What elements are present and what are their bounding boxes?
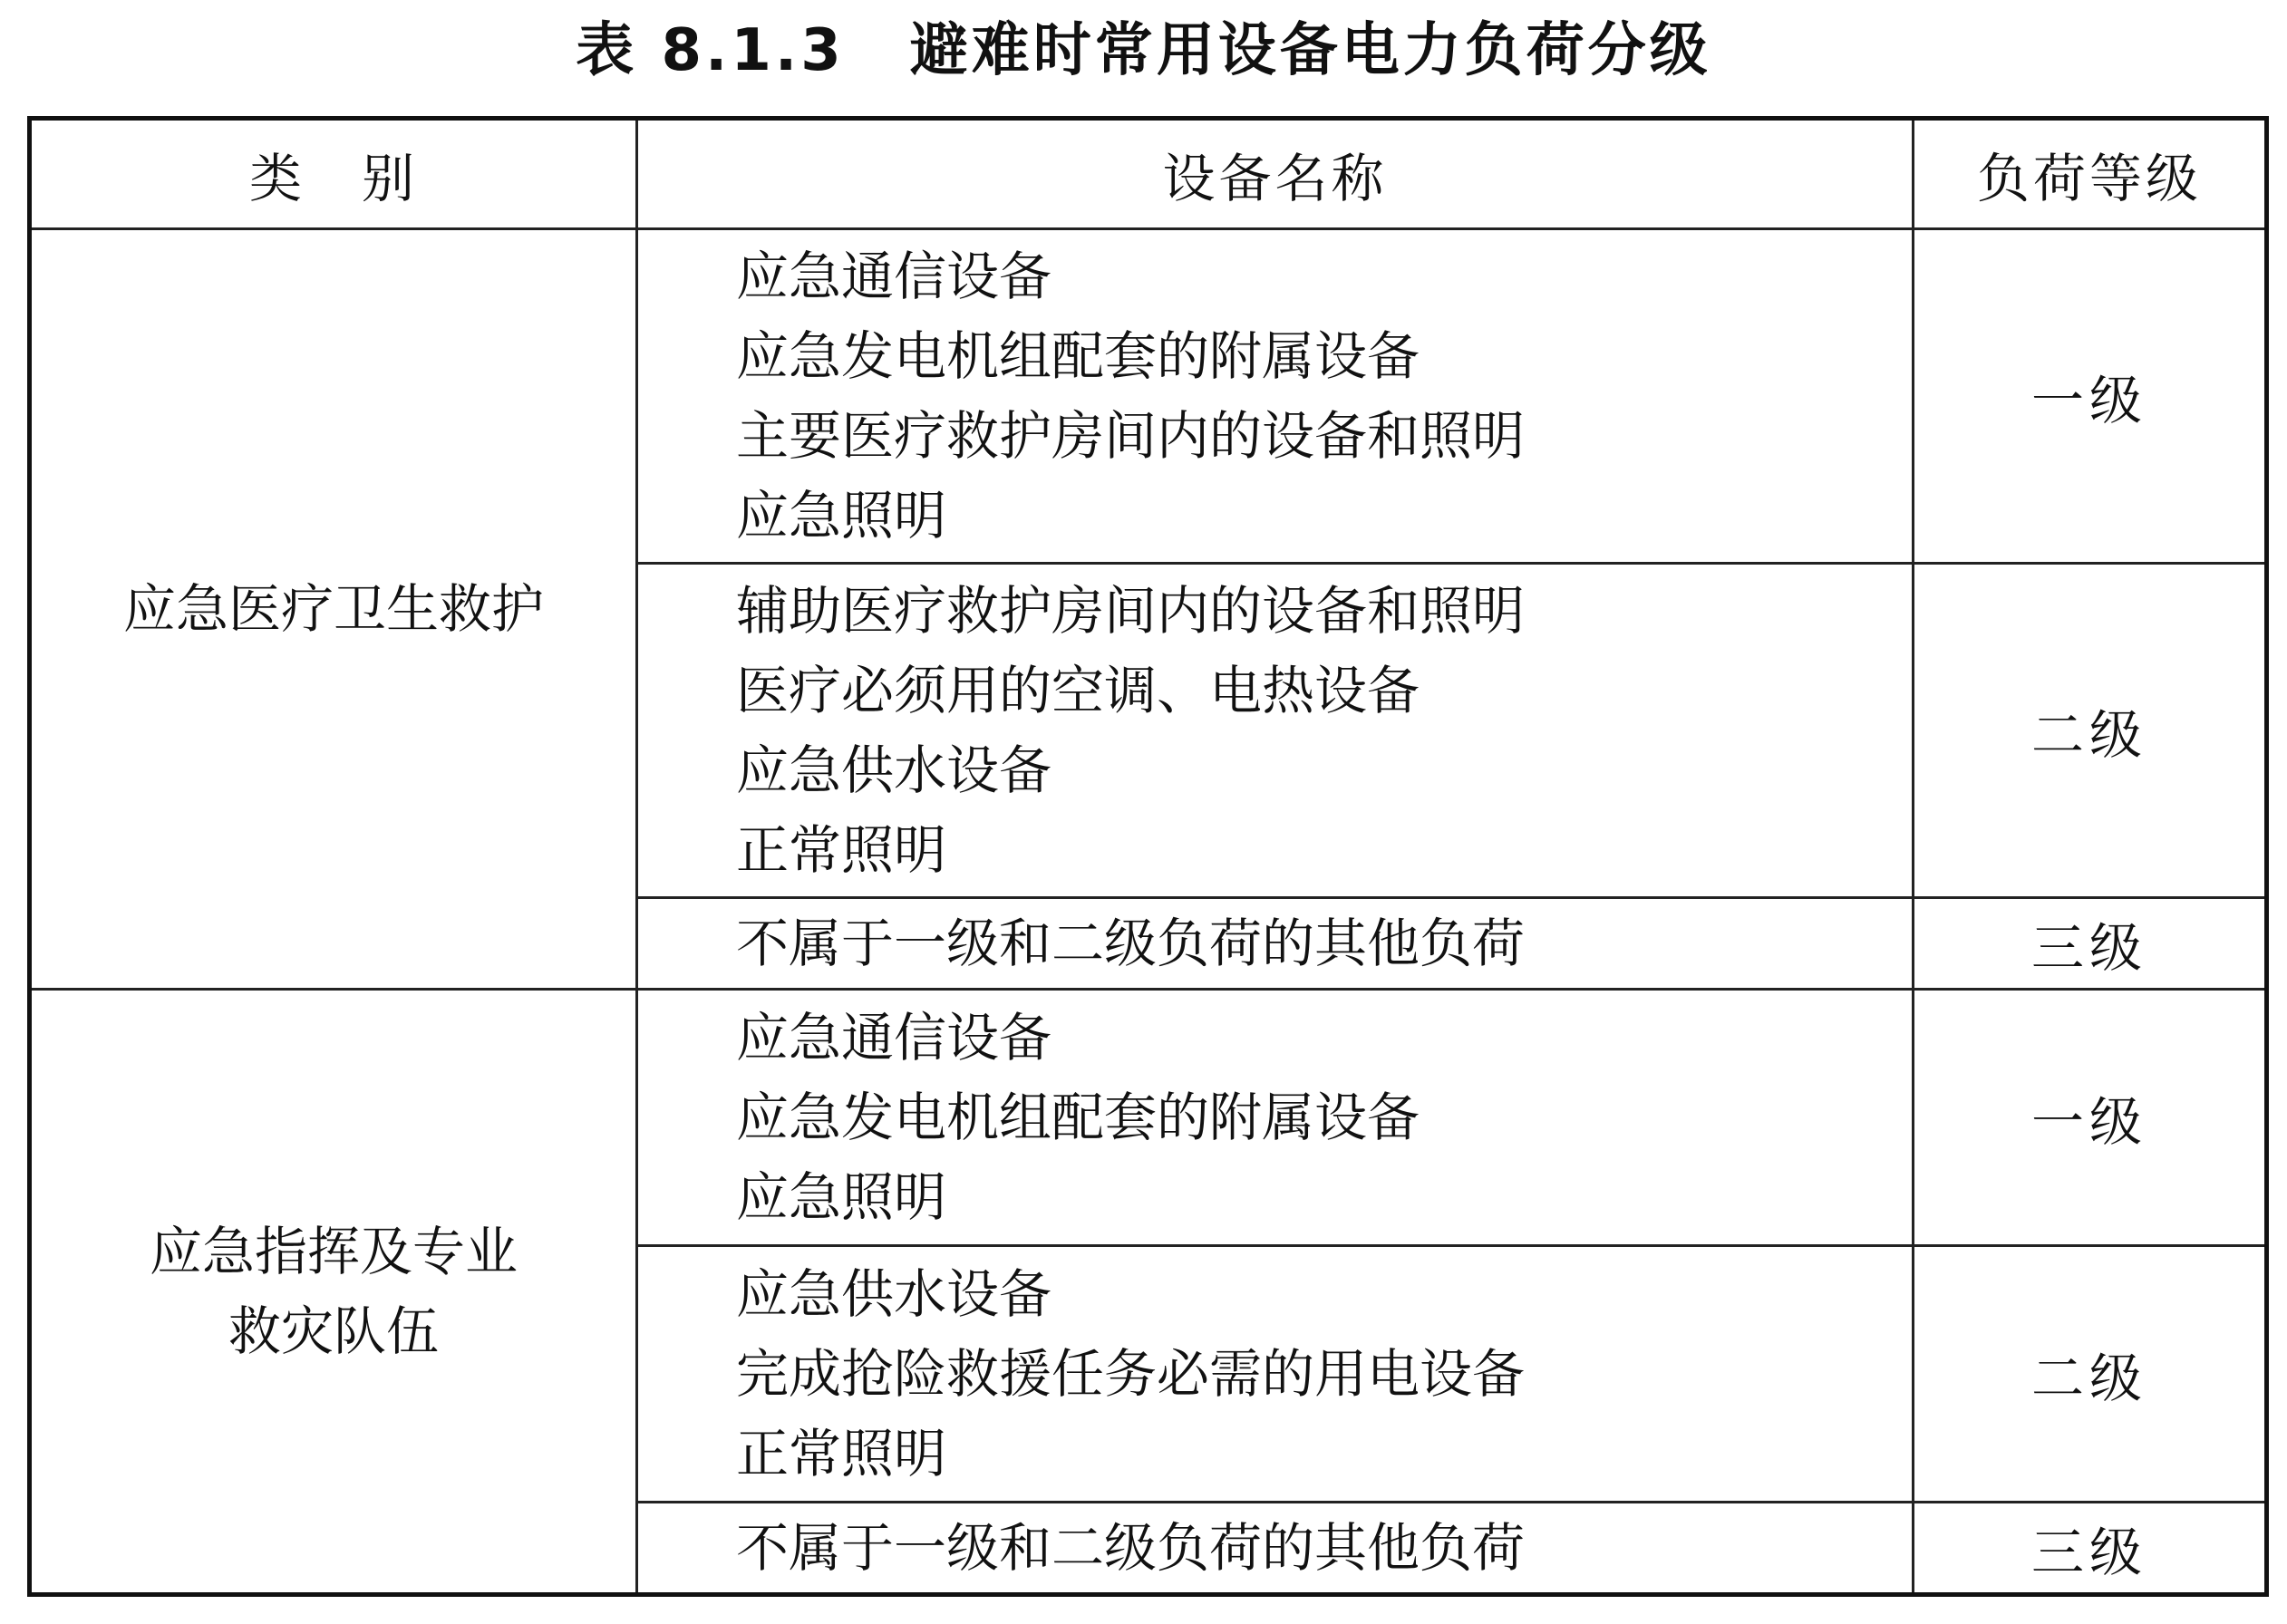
load-level-cell: 二级 (1914, 1246, 2267, 1503)
load-level-cell: 一级 (1914, 990, 2267, 1246)
device-list-cell (637, 990, 1914, 1246)
device-item: 应急供水设备 (736, 1263, 1052, 1325)
header-load-level: 负荷等级 (1914, 119, 2267, 229)
device-list-cell (637, 229, 1914, 564)
table-number: 表 8.1.3 (576, 17, 845, 84)
device-item: 正常照明 (736, 819, 947, 881)
category-cell (30, 229, 637, 990)
category-label: 应急医疗卫生救护 (122, 578, 544, 640)
header-category: 类 别 (30, 119, 637, 229)
load-classification-table (27, 116, 2269, 1597)
device-list-cell (637, 1246, 1914, 1503)
table-row (30, 229, 2267, 564)
category-cell (30, 990, 637, 1595)
device-item: 辅助医疗救护房间内的设备和照明 (736, 580, 1526, 642)
load-level-cell: 三级 (1914, 898, 2267, 990)
header-device-name: 设备名称 (637, 119, 1914, 229)
device-item: 应急通信设备 (736, 1007, 1052, 1068)
table-title: 避难时常用设备电力负荷分级 (909, 17, 1711, 84)
device-item: 不属于一级和二级负荷的其他负荷 (736, 1517, 1526, 1579)
device-item: 应急供水设备 (736, 740, 1052, 801)
load-level-cell: 三级 (1914, 1503, 2267, 1595)
table-row (30, 990, 2267, 1246)
device-item: 应急照明 (736, 485, 947, 546)
device-item: 应急发电机组配套的附属设备 (736, 325, 1420, 387)
device-item: 应急发电机组配套的附属设备 (736, 1087, 1420, 1148)
load-level-cell: 一级 (1914, 229, 2267, 564)
table-header-row (30, 119, 2267, 229)
device-item: 医疗必须用的空调、电热设备 (736, 660, 1420, 721)
device-item: 主要医疗救护房间内的设备和照明 (736, 405, 1526, 467)
category-label: 救灾队伍 (228, 1300, 439, 1362)
device-list-cell (637, 898, 1914, 990)
device-item: 完成抢险救援任务必需的用电设备 (736, 1343, 1526, 1405)
load-level-cell: 二级 (1914, 564, 2267, 898)
table-caption (0, 7, 2287, 94)
device-item: 不属于一级和二级负荷的其他负荷 (736, 913, 1526, 974)
device-item: 应急通信设备 (736, 246, 1052, 307)
device-item: 正常照明 (736, 1423, 947, 1484)
device-list-cell (637, 1503, 1914, 1595)
category-label: 应急指挥及专业 (149, 1221, 518, 1282)
device-item: 应急照明 (736, 1166, 947, 1228)
device-list-cell (637, 564, 1914, 898)
